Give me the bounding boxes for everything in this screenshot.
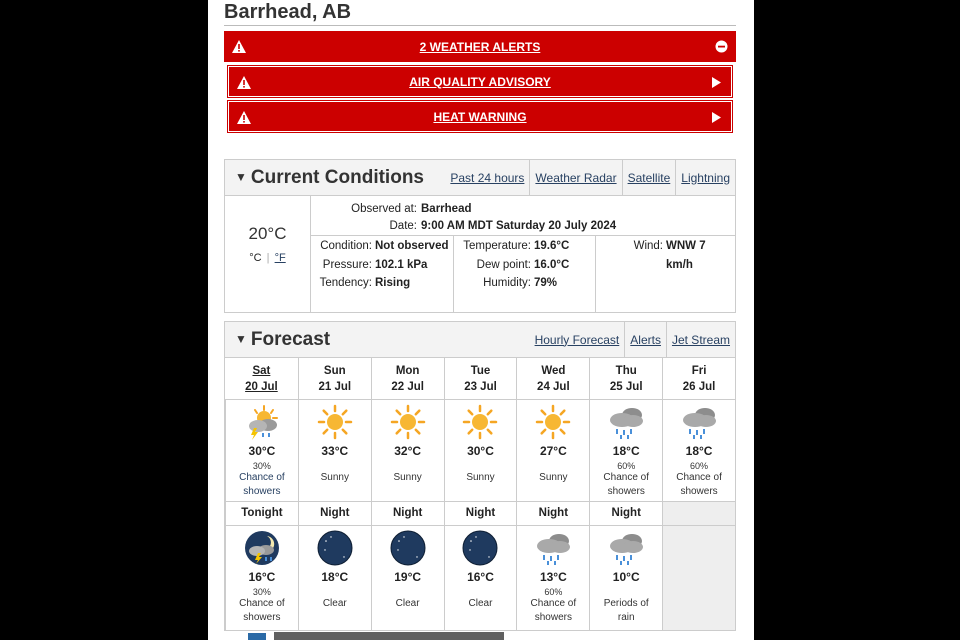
forecast-night-pop: 60% <box>544 587 563 597</box>
forecast-day-date: 24 Jul <box>537 381 570 393</box>
content-column <box>224 0 736 635</box>
warning-icon <box>237 76 251 89</box>
forecast-low-temp: 19°C <box>394 570 422 584</box>
forecast-day-date: 22 Jul <box>391 381 424 393</box>
alert-heat-warning-label[interactable]: HEAT WARNING <box>433 109 527 124</box>
location-header <box>224 0 736 26</box>
forecast-low-temp: 16°C <box>248 570 276 584</box>
forecast-night-summary: Chance of showers <box>239 598 285 623</box>
forecast-pop: 60% <box>617 461 636 471</box>
forecast-day-cell <box>444 400 517 502</box>
forecast-pop <box>517 461 589 471</box>
sun-icon <box>517 404 589 440</box>
forecast-summary: Sunny <box>393 472 422 483</box>
forecast-day-name: Fri <box>691 365 707 377</box>
forecast-night-header <box>589 502 662 526</box>
forecast-day-name: Wed <box>541 365 566 377</box>
alert-heat-warning[interactable] <box>228 101 732 132</box>
next-section-cutoff <box>224 630 736 640</box>
forecast-night-header <box>516 502 589 526</box>
unit-toggle <box>225 252 310 264</box>
forecast-night-pop <box>372 587 444 597</box>
unit-celsius[interactable]: °C <box>249 252 262 264</box>
forecast-day-header <box>516 358 589 400</box>
forecast-night-header <box>225 502 298 526</box>
forecast-links <box>530 322 735 357</box>
forecast-day-date: 26 Jul <box>682 381 716 393</box>
warning-icon <box>237 111 251 124</box>
forecast-pop <box>372 461 444 471</box>
forecast-summary: Sunny <box>320 472 349 483</box>
current-conditions-header <box>225 160 735 196</box>
forecast-day-name: Tue <box>470 365 491 377</box>
moon-icon <box>299 530 371 566</box>
forecast-summary: Sunny <box>466 472 495 483</box>
forecast-summary: Chance of showers <box>676 472 722 497</box>
expand-arrow-icon[interactable] <box>710 111 723 124</box>
forecast-night-summary: Clear <box>468 598 493 609</box>
current-temp: 20°C <box>248 224 287 243</box>
warning-icon <box>232 40 246 53</box>
forecast-high-temp: 18°C <box>685 444 713 458</box>
forecast-pop <box>299 461 371 471</box>
forecast-night-empty <box>662 502 735 526</box>
forecast-day-header <box>298 358 371 400</box>
forecast-day-date: 20 Jul <box>245 381 278 393</box>
forecast-day-header <box>371 358 444 400</box>
sun-cloud-storm-icon <box>226 404 298 440</box>
pressure-value: 102.1 kPa <box>375 258 428 271</box>
forecast-night-header <box>298 502 371 526</box>
collapse-minus-icon[interactable] <box>715 40 728 53</box>
forecast-low-temp: 10°C <box>612 570 640 584</box>
rain-cloud-icon <box>663 404 735 440</box>
conditions-col-3 <box>595 236 735 312</box>
next-section-text <box>274 632 504 640</box>
forecast-night-summary: Clear <box>322 598 347 609</box>
dewpoint-value: 16.0°C <box>534 258 570 271</box>
sun-icon <box>299 404 371 440</box>
moon-storm-icon <box>226 530 298 566</box>
forecast-pop: 60% <box>690 461 709 471</box>
forecast-night-cell <box>589 526 662 634</box>
unit-fahrenheit[interactable]: °F <box>274 252 286 264</box>
forecast-high-temp: 32°C <box>394 444 422 458</box>
forecast-day-cell <box>371 400 444 502</box>
forecast-high-temp: 18°C <box>612 444 640 458</box>
current-conditions-body <box>225 196 735 312</box>
forecast-day-header <box>589 358 662 400</box>
location-title: Barrhead, AB <box>224 1 352 23</box>
forecast-night-summary: Periods of rain <box>603 598 649 623</box>
link-lightning[interactable]: Lightning <box>675 160 735 195</box>
forecast-day-name: Sat <box>252 365 271 377</box>
expand-arrow-icon[interactable] <box>710 76 723 89</box>
wind-value-1: WNW 7 <box>666 240 706 252</box>
forecast-night-cell <box>371 526 444 634</box>
forecast-summary[interactable]: Chance of showers <box>239 472 285 497</box>
link-alerts[interactable]: Alerts <box>624 322 666 357</box>
forecast-night-label: Night <box>320 507 350 519</box>
conditions-grid <box>311 236 735 312</box>
forecast-day-cell <box>298 400 371 502</box>
caret-down-icon: ▼ <box>235 331 247 346</box>
forecast-low-temp: 13°C <box>539 570 567 584</box>
humidity-value: 79% <box>534 277 558 289</box>
forecast-day-name: Sun <box>323 365 346 377</box>
caret-down-icon: ▼ <box>235 169 247 184</box>
forecast-high-temp: 30°C <box>467 444 494 458</box>
forecast-night-pop <box>445 587 517 597</box>
moon-icon <box>372 530 444 566</box>
forecast-night-cell <box>225 526 298 634</box>
forecast-night-empty <box>662 526 735 634</box>
forecast-day-header <box>444 358 517 400</box>
weather-alerts-toggle[interactable] <box>224 31 736 62</box>
forecast-day-name: Thu <box>615 365 637 377</box>
forecast-day-cell <box>225 400 298 502</box>
alert-air-quality-label[interactable]: AIR QUALITY ADVISORY <box>409 74 551 89</box>
observed-at-value: Barrhead <box>421 202 472 215</box>
temperature-value: 19.6°C <box>534 240 570 252</box>
link-weather-radar[interactable]: Weather Radar <box>529 160 621 195</box>
conditions-col-2 <box>453 236 595 312</box>
forecast-night-header <box>371 502 444 526</box>
forecast-day-date: 23 Jul <box>464 381 497 393</box>
forecast-low-temp: 18°C <box>321 570 349 584</box>
unit-separator: | <box>266 252 270 264</box>
observation-details <box>311 196 735 312</box>
forecast-night-pop <box>299 587 371 597</box>
forecast-night-pop <box>590 587 662 597</box>
forecast-summary: Sunny <box>539 472 568 483</box>
forecast-day-cell <box>662 400 735 502</box>
observed-at-label: Observed at: <box>351 202 417 215</box>
current-conditions-section <box>224 159 736 313</box>
forecast-pop: 30% <box>252 461 271 471</box>
forecast-night-pop: 30% <box>252 587 271 597</box>
next-section-icon <box>248 633 266 640</box>
link-past-24-hours[interactable]: Past 24 hours <box>450 170 525 185</box>
weather-alerts-label[interactable]: 2 WEATHER ALERTS <box>419 39 541 54</box>
forecast-night-cell <box>516 526 589 634</box>
sun-icon <box>445 404 517 440</box>
condition-value: Not observed <box>375 240 449 252</box>
forecast-night-label: Night <box>392 507 423 519</box>
date-label: Date: <box>389 219 417 232</box>
forecast-day-header[interactable] <box>225 358 298 400</box>
forecast-night-cell <box>298 526 371 634</box>
forecast-day-header <box>662 358 735 400</box>
alert-air-quality[interactable] <box>228 66 732 97</box>
sun-icon <box>372 404 444 440</box>
wind-value-2: km/h <box>666 258 693 271</box>
current-temp-box <box>225 196 311 312</box>
forecast-header <box>225 322 735 358</box>
condition-label: Condition: <box>320 240 372 252</box>
forecast-night-summary: Chance of showers <box>530 598 577 623</box>
wind-label: Wind: <box>633 240 663 252</box>
observation-info <box>311 196 735 236</box>
pressure-label: Pressure: <box>322 258 372 271</box>
humidity-label: Humidity: <box>483 277 531 289</box>
forecast-pop <box>445 461 517 471</box>
tendency-value: Rising <box>375 277 411 289</box>
rain-cloud-icon <box>590 404 662 440</box>
link-hourly-forecast[interactable]: Hourly Forecast <box>534 332 620 347</box>
forecast-day-date: 25 Jul <box>609 381 643 393</box>
temperature-label: Temperature: <box>463 240 531 252</box>
weather-page <box>208 0 754 640</box>
forecast-day-date: 21 Jul <box>318 381 352 393</box>
current-conditions-title[interactable]: ▼ Current Conditions <box>235 166 424 188</box>
date-value: 9:00 AM MDT Saturday 20 July 2024 <box>421 219 617 232</box>
forecast-low-temp: 16°C <box>467 570 494 584</box>
forecast-night-label: Tonight <box>241 507 283 519</box>
conditions-col-1 <box>311 236 453 312</box>
link-jet-stream[interactable]: Jet Stream <box>666 322 735 357</box>
forecast-night-label: Night <box>611 507 641 519</box>
rain-cloud-icon <box>590 530 662 566</box>
current-conditions-links <box>445 160 735 195</box>
forecast-night-label: Night <box>465 507 496 519</box>
forecast-high-temp: 27°C <box>539 444 567 458</box>
forecast-night-label: Night <box>538 507 569 519</box>
forecast-grid <box>225 358 735 634</box>
forecast-high-temp: 33°C <box>321 444 349 458</box>
forecast-night-cell <box>444 526 517 634</box>
link-satellite[interactable]: Satellite <box>622 160 676 195</box>
forecast-high-temp: 30°C <box>248 444 276 458</box>
forecast-title[interactable]: ▼ Forecast <box>235 328 331 350</box>
rain-cloud-icon <box>517 530 589 566</box>
forecast-day-cell <box>589 400 662 502</box>
forecast-night-summary: Clear <box>395 598 420 609</box>
forecast-summary: Chance of showers <box>603 472 649 497</box>
tendency-label: Tendency: <box>319 277 372 289</box>
dewpoint-label: Dew point: <box>476 258 531 271</box>
forecast-day-cell <box>516 400 589 502</box>
forecast-night-header <box>444 502 517 526</box>
forecast-day-name: Mon <box>395 365 420 377</box>
forecast-section <box>224 321 736 635</box>
moon-icon <box>445 530 517 566</box>
